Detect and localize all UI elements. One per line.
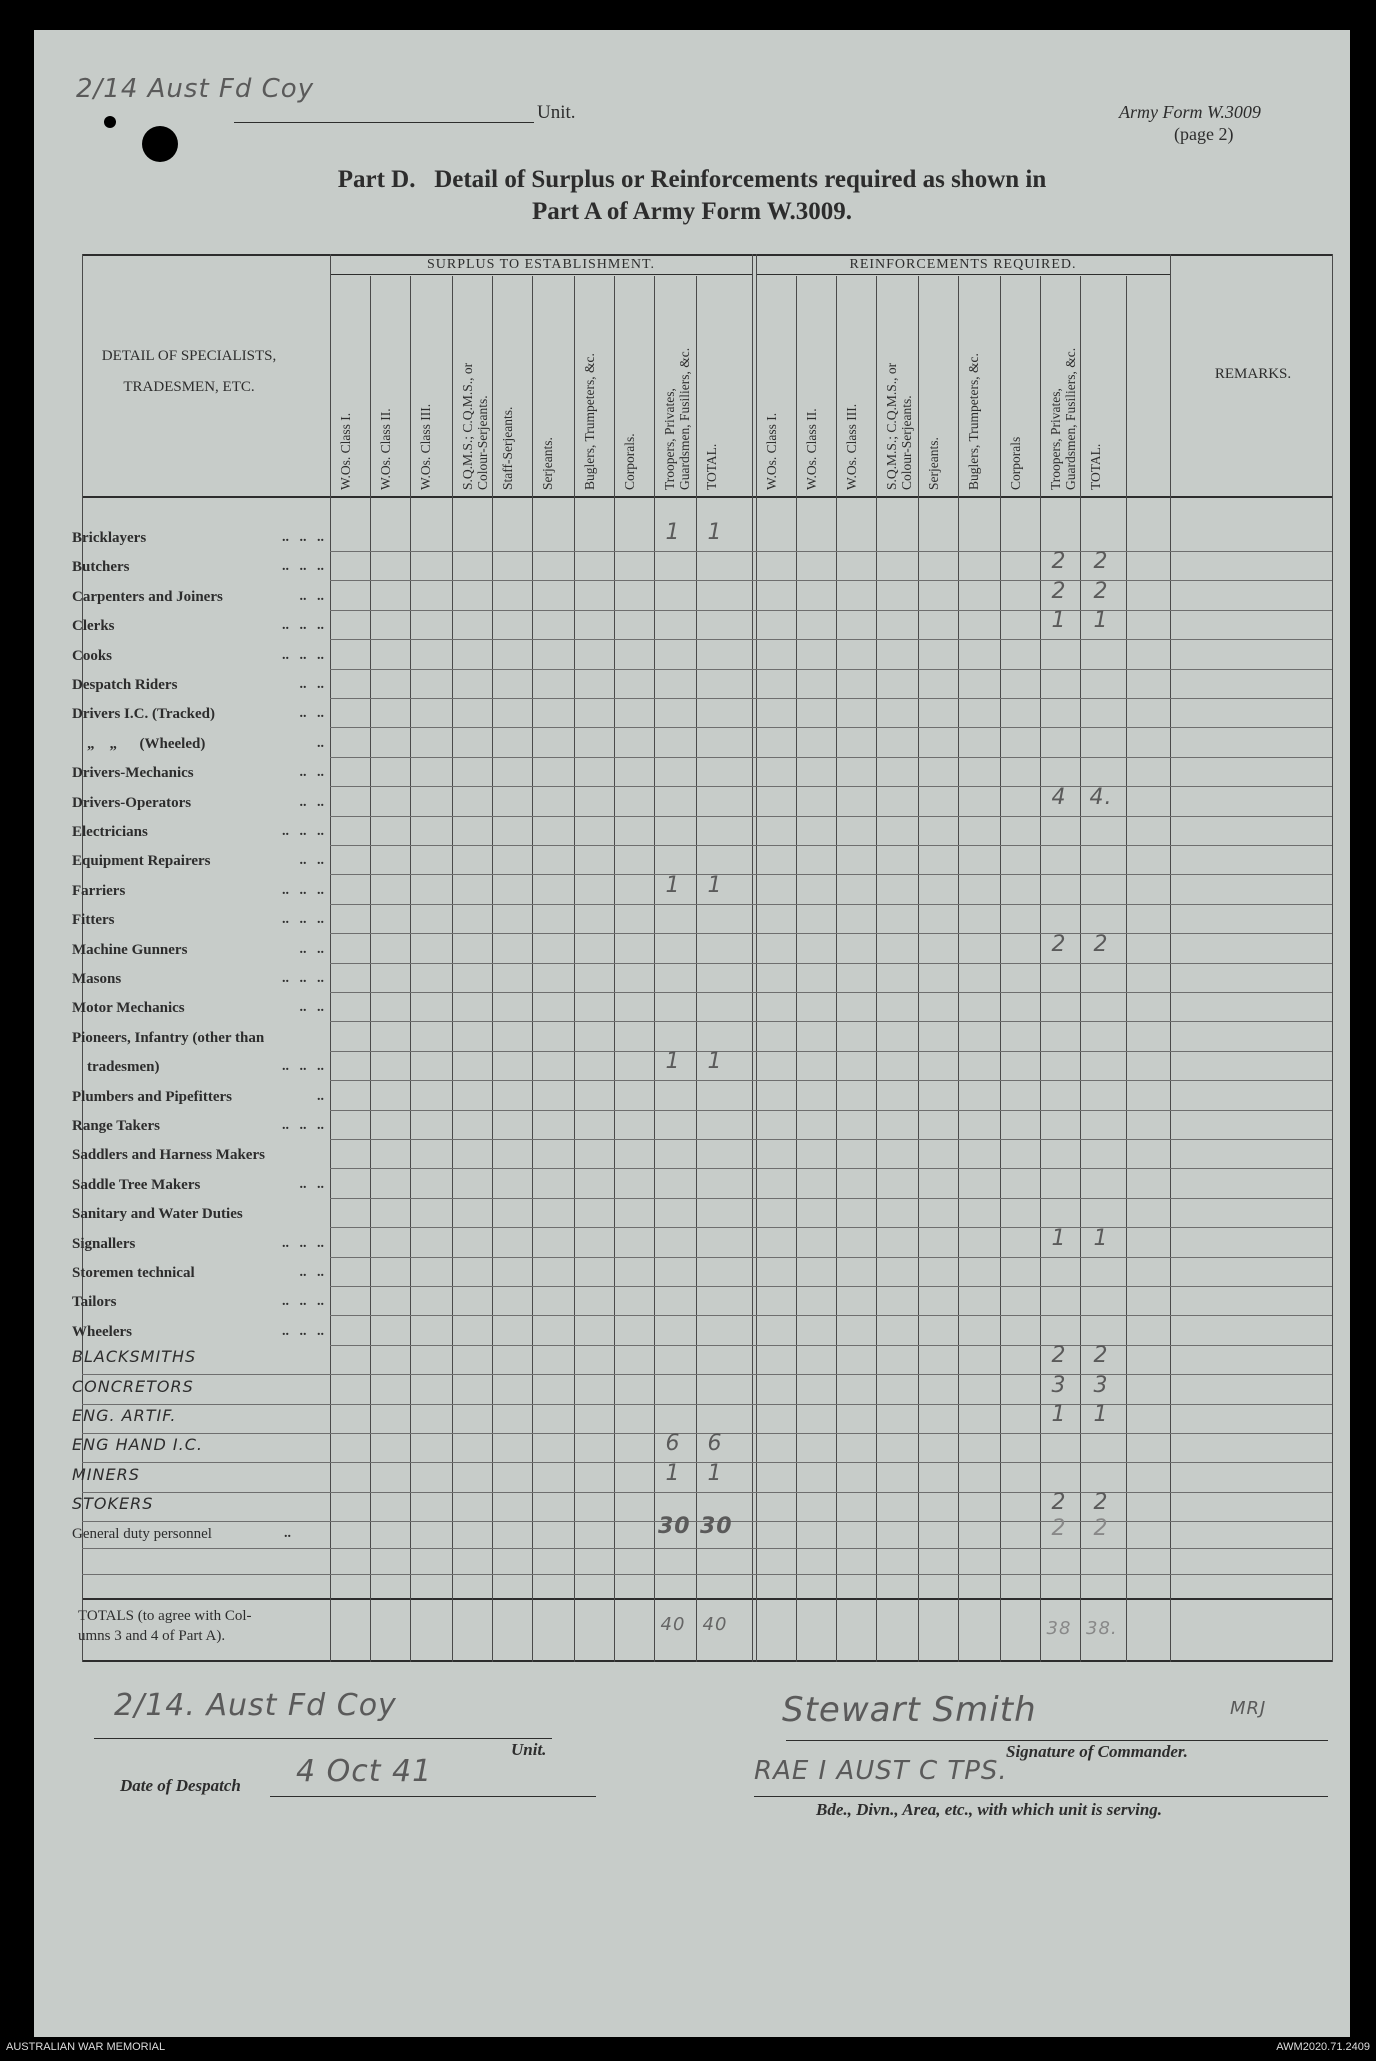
row-label: Drivers I.C. (Tracked): [72, 706, 216, 723]
row-label: Drivers-Mechanics: [72, 765, 194, 782]
row-rule: [330, 992, 1332, 993]
surplus-total-total: 40: [702, 1614, 728, 1635]
column-header-text: Serjeants.: [540, 437, 555, 490]
footer-unit-label: Unit.: [511, 1740, 547, 1759]
surplus-total-value: 1: [707, 1460, 723, 1486]
surplus-troopers-value: 1: [665, 1460, 681, 1486]
column-rule: [654, 276, 655, 1662]
surplus-column-header: [540, 437, 555, 490]
row-rule: [330, 845, 1332, 846]
row-leader-dots: .. ..: [299, 1176, 324, 1192]
row-leader-dots: .. ..: [299, 853, 324, 869]
row-rule: [82, 1374, 1332, 1375]
date-of-despatch-value: 4 Oct 41: [296, 1754, 433, 1789]
column-rule: [958, 276, 959, 1662]
reinf-total-value: 2: [1093, 931, 1109, 957]
reinf-troopers-value: 2: [1051, 1343, 1067, 1369]
row-leader-dots: .. .. ..: [282, 824, 324, 839]
reinforcements-header: REINFORCEMENTS REQUIRED.: [849, 257, 1077, 272]
row-leader-dots: .. ..: [299, 1265, 324, 1280]
row-rule: [330, 786, 1332, 787]
reinf-troopers-value: 2: [1051, 1516, 1067, 1541]
row-leader-dots: ..: [317, 735, 324, 751]
date-of-despatch-label: Date of Despatch: [120, 1776, 241, 1795]
row-leader-dots: ..: [317, 1088, 324, 1104]
row-rule: [330, 580, 1332, 581]
column-rule: [696, 276, 697, 1662]
row-label: Saddle Tree Makers: [72, 1176, 201, 1193]
surplus-header-underline: [330, 274, 752, 275]
row-label: Cooks: [72, 647, 113, 664]
handwritten-row-label: STOKERS: [72, 1494, 154, 1514]
commander-signature: Stewart Smith: [782, 1690, 1037, 1730]
row-label: Machine Gunners: [72, 941, 188, 958]
reinforcements-header-underline: [756, 274, 1170, 275]
reinf-troopers-value: 4: [1051, 784, 1067, 810]
row-rule: [330, 1315, 1332, 1316]
column-rule: [330, 254, 331, 1662]
totals-label-line2: umns 3 and 4 of Part A).: [78, 1628, 226, 1644]
surplus-column-header: [418, 404, 433, 490]
column-header-text: Buglers, Trumpeters, &c.: [966, 353, 981, 490]
column-header-text: Colour-Serjeants.: [475, 395, 490, 490]
handwritten-row-label: ENG HAND I.C.: [72, 1435, 203, 1455]
column-header-text: Buglers, Trumpeters, &c.: [582, 353, 597, 490]
row-label: Saddlers and Harness Makers: [72, 1147, 265, 1164]
reinf-total-value: 2: [1093, 578, 1109, 604]
handwritten-row-label: ENG. ARTIF.: [72, 1406, 177, 1425]
reinf-troopers-total: 38: [1046, 1618, 1072, 1639]
row-rule: [330, 874, 1332, 875]
column-rule: [918, 276, 919, 1662]
row-leader-dots: .. .. ..: [282, 1235, 324, 1251]
reinforcement-column-header: [1048, 348, 1078, 490]
row-rule: [330, 816, 1332, 817]
row-leader-dots: .. .. ..: [282, 559, 324, 575]
row-label: Clerks: [72, 618, 115, 635]
row-label: Range Takers: [72, 1118, 160, 1134]
row-rule: [330, 1198, 1332, 1199]
unit-label: Unit.: [537, 102, 576, 123]
totals-label-line1: TOTALS (to agree with Col-: [78, 1608, 252, 1624]
row-rule: [330, 1345, 1332, 1346]
handwritten-row-label: MINERS: [72, 1464, 140, 1484]
punch-hole: [142, 126, 178, 162]
reinf-troopers-value: 3: [1051, 1372, 1067, 1398]
column-rule: [452, 276, 453, 1662]
column-rule: [756, 254, 757, 1662]
row-label: Signallers: [72, 1235, 136, 1252]
surplus-total-value: 1: [707, 1049, 723, 1075]
row-rule: [330, 1168, 1332, 1169]
reinf-total-value: 2: [1093, 1343, 1109, 1369]
surplus-troopers-total: 40: [660, 1614, 686, 1635]
surplus-column-header: [704, 444, 719, 490]
unit-underline: [234, 122, 534, 123]
detail-header-line1: DETAIL OF SPECIALISTS,: [101, 348, 277, 364]
row-label: Tailors: [72, 1294, 117, 1311]
form-title-line1: Part D. Detail of Surplus or Reinforcements required as shown in: [337, 166, 1047, 193]
row-label: Sanitary and Water Duties: [72, 1206, 243, 1223]
column-rule: [752, 254, 753, 1662]
bde-line: [754, 1796, 1328, 1797]
column-header-text: Corporals: [1008, 436, 1023, 490]
row-rule: [330, 551, 1332, 552]
detail-header: [54, 348, 324, 396]
surplus-troopers-value: 1: [665, 872, 681, 898]
reinforcement-column-header: [1008, 437, 1023, 490]
table-top-border: [82, 254, 1332, 256]
surplus-column-header: [662, 348, 692, 490]
row-label: Butchers: [72, 559, 130, 576]
column-header-text: Troopers, Privates,: [662, 388, 677, 490]
surplus-total-value: 1: [707, 872, 723, 898]
column-header-text: W.Os. Class III.: [844, 403, 859, 490]
column-rule: [1080, 276, 1081, 1662]
row-label: Drivers-Operators: [72, 794, 192, 811]
column-header-text: W.Os. Class II.: [804, 408, 819, 490]
archive-reference: AWM2020.71.2409: [1276, 2041, 1370, 2053]
reinf-total-value: 3: [1093, 1372, 1109, 1398]
row-leader-dots: .. ..: [299, 765, 324, 781]
column-header-text: W.Os. Class I.: [764, 412, 779, 490]
column-rule: [574, 276, 575, 1662]
row-rule: [330, 1110, 1332, 1111]
totals-top-border: [82, 1598, 1332, 1600]
column-rule: [796, 276, 797, 1662]
row-label: tradesmen): [72, 1059, 160, 1076]
row-leader-dots: .. .. ..: [282, 647, 324, 663]
row-leader-dots: ..: [284, 1526, 291, 1541]
column-rule: [1000, 276, 1001, 1662]
row-rule: [330, 1051, 1332, 1052]
army-form-number: Army Form W.3009: [1119, 102, 1261, 122]
reinforcement-column-header: [1088, 444, 1103, 490]
row-label: Bricklayers: [72, 530, 147, 546]
row-leader-dots: .. .. ..: [282, 1323, 324, 1339]
bde-label: Bde., Divn., Area, etc., with which unit is serving.: [816, 1800, 1163, 1819]
row-label: „ „ (Wheeled): [72, 735, 206, 752]
row-rule: [330, 1139, 1332, 1140]
reinf-total-value: 4.: [1089, 784, 1113, 810]
reinf-troopers-value: 1: [1051, 1402, 1067, 1427]
surplus-troopers-value: 30: [658, 1514, 691, 1539]
row-leader-dots: .. .. ..: [282, 618, 324, 634]
row-rule: [330, 669, 1332, 670]
column-header-text: Colour-Serjeants.: [899, 395, 914, 490]
column-header-text: W.Os. Class I.: [338, 412, 353, 490]
row-rule: [330, 698, 1332, 699]
detail-header-line2: TRADESMEN, ETC.: [123, 379, 255, 395]
column-rule: [614, 276, 615, 1662]
row-rule: [330, 610, 1332, 611]
column-header-text: W.Os. Class II.: [378, 408, 393, 490]
surplus-column-header: [582, 353, 597, 490]
row-rule: [330, 1286, 1332, 1287]
row-leader-dots: .. ..: [299, 706, 324, 722]
signature-line: [786, 1740, 1328, 1741]
unit-handwritten: 2/14 Aust Fd Coy: [76, 74, 315, 104]
column-header-text: Guardsmen, Fusiliers, &c.: [1063, 347, 1078, 490]
form-paper: [34, 30, 1350, 2037]
column-rule: [1126, 276, 1127, 1662]
row-label: Masons: [72, 971, 122, 987]
row-leader-dots: .. .. ..: [282, 1059, 324, 1075]
reinforcement-column-header: [966, 353, 981, 490]
row-label: Carpenters and Joiners: [72, 588, 223, 605]
row-rule: [330, 933, 1332, 934]
page-number: (page 2): [1174, 124, 1234, 144]
surplus-total-value: 6: [707, 1431, 723, 1457]
column-header-text: TOTAL.: [704, 443, 719, 490]
row-leader-dots: .. ..: [299, 1000, 324, 1016]
reinf-total-value: 2: [1093, 1490, 1109, 1516]
row-rule: [330, 963, 1332, 964]
row-label: Electricians: [72, 824, 148, 840]
reinf-troopers-value: 2: [1051, 1490, 1067, 1516]
surplus-troopers-value: 1: [665, 520, 681, 545]
footer-unit-handwritten: 2/14. Aust Fd Coy: [114, 1688, 397, 1723]
row-rule: [330, 1227, 1332, 1228]
row-rule: [330, 1080, 1332, 1081]
reinforcement-column-header: [884, 363, 914, 490]
reinf-total-total: 38.: [1086, 1618, 1118, 1639]
surplus-troopers-value: 1: [665, 1049, 681, 1075]
row-leader-dots: .. .. ..: [282, 1118, 324, 1133]
column-header-text: Troopers, Privates,: [1048, 388, 1063, 490]
column-header-text: TOTAL.: [1088, 443, 1103, 490]
bde-value: RAE I AUST C TPS.: [754, 1756, 1008, 1786]
surplus-column-header: [338, 413, 353, 490]
archive-credit: AUSTRALIAN WAR MEMORIAL: [6, 2041, 166, 2053]
reinf-troopers-value: 1: [1051, 1225, 1067, 1251]
date-line: [270, 1796, 596, 1797]
row-rule: [330, 1021, 1332, 1022]
surplus-column-header: [500, 407, 515, 490]
signature-initials: MRJ: [1230, 1698, 1267, 1719]
column-rule: [1040, 276, 1041, 1662]
row-leader-dots: .. .. ..: [282, 971, 324, 986]
row-rule: [330, 727, 1332, 728]
surplus-column-header: [378, 408, 393, 490]
row-rule: [82, 1404, 1332, 1405]
reinf-troopers-value: 1: [1051, 608, 1067, 634]
row-label: Fitters: [72, 912, 115, 929]
column-rule: [410, 276, 411, 1662]
header-bottom-border: [82, 496, 1332, 498]
punch-hole: [104, 116, 116, 128]
reinf-total-value: 1: [1093, 1225, 1109, 1251]
row-rule: [330, 757, 1332, 758]
row-rule: [330, 1257, 1332, 1258]
row-rule: [82, 1548, 1332, 1549]
row-leader-dots: .. .. ..: [282, 530, 324, 545]
reinforcement-column-header: [926, 437, 941, 490]
surplus-total-value: 1: [707, 520, 723, 545]
surplus-troopers-value: 6: [665, 1431, 681, 1457]
row-label: Equipment Repairers: [72, 853, 211, 870]
column-header-text: S.Q.M.S.; C.Q.M.S., or: [884, 362, 899, 490]
row-rule: [82, 1574, 1332, 1575]
row-label: Wheelers: [72, 1323, 132, 1340]
row-leader-dots: .. ..: [299, 941, 324, 957]
column-header-text: Guardsmen, Fusiliers, &c.: [677, 347, 692, 490]
form-title-line2: Part A of Army Form W.3009.: [531, 198, 853, 225]
column-rule: [1332, 254, 1333, 1662]
row-leader-dots: .. ..: [299, 588, 324, 604]
column-rule: [876, 276, 877, 1662]
reinf-total-value: 2: [1093, 1516, 1109, 1541]
reinf-troopers-value: 2: [1051, 549, 1067, 575]
reinf-troopers-value: 2: [1051, 931, 1067, 957]
surplus-total-value: 30: [700, 1514, 733, 1539]
reinforcement-column-header: [804, 408, 819, 490]
row-leader-dots: .. .. ..: [282, 912, 324, 928]
footer-unit-line: [94, 1738, 552, 1739]
column-rule: [532, 276, 533, 1662]
row-label: Motor Mechanics: [72, 1000, 185, 1017]
surplus-column-header: [622, 433, 637, 490]
column-rule: [492, 276, 493, 1662]
surplus-column-header: [460, 363, 490, 490]
row-leader-dots: .. ..: [299, 677, 324, 692]
row-rule: [82, 1492, 1332, 1493]
column-rule: [370, 276, 371, 1662]
reinf-troopers-value: 2: [1051, 578, 1067, 604]
handwritten-row-label: CONCRETORS: [72, 1376, 194, 1396]
row-label: Farriers: [72, 882, 126, 899]
column-header-text: Staff-Serjeants.: [500, 406, 515, 490]
handwritten-row-label: BLACKSMITHS: [72, 1347, 197, 1367]
surplus-header: SURPLUS TO ESTABLISHMENT.: [426, 257, 656, 272]
column-header-text: Corporals.: [622, 433, 637, 490]
row-leader-dots: .. .. ..: [282, 1294, 324, 1310]
remarks-header: REMARKS.: [1214, 366, 1292, 382]
column-header-text: W.Os. Class III.: [418, 403, 433, 490]
general-duty-label: General duty personnel: [72, 1526, 212, 1542]
reinf-total-value: 1: [1093, 608, 1109, 634]
signature-label: Signature of Commander.: [1006, 1742, 1188, 1761]
reinforcement-column-header: [844, 404, 859, 490]
row-label: Pioneers, Infantry (other than: [72, 1029, 265, 1046]
reinforcement-column-header: [764, 413, 779, 490]
column-rule: [1170, 254, 1171, 1662]
row-rule: [330, 639, 1332, 640]
column-header-text: S.Q.M.S.; C.Q.M.S., or: [460, 362, 475, 490]
column-header-text: Serjeants.: [926, 437, 941, 490]
row-label: Despatch Riders: [72, 677, 178, 693]
row-leader-dots: .. ..: [299, 794, 324, 810]
table-bottom-border: [82, 1660, 1332, 1662]
row-leader-dots: .. .. ..: [282, 882, 324, 898]
reinf-total-value: 2: [1093, 549, 1109, 575]
column-rule: [836, 276, 837, 1662]
row-rule: [330, 904, 1332, 905]
row-label: Storemen technical: [72, 1265, 195, 1281]
reinf-total-value: 1: [1093, 1402, 1109, 1427]
row-label: Plumbers and Pipefitters: [72, 1088, 232, 1105]
